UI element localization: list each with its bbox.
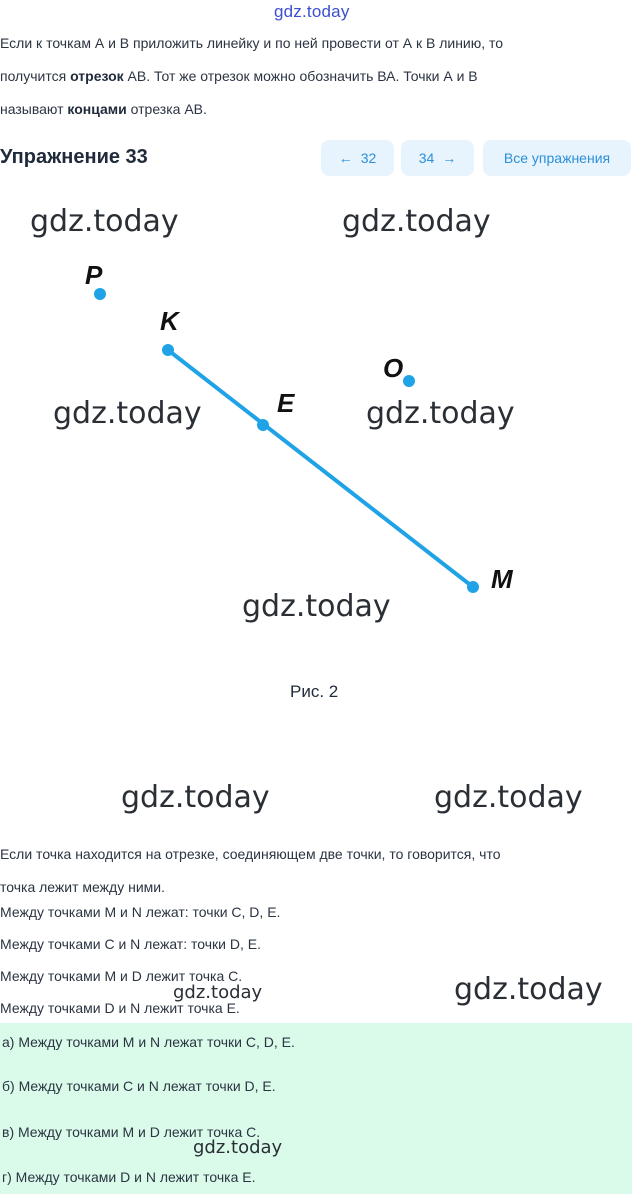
watermark: gdz.today <box>434 780 583 815</box>
label-k: K <box>160 306 179 336</box>
watermark: gdz.today <box>121 780 270 815</box>
prev-exercise-label: 32 <box>360 150 377 166</box>
explanation-item: Между точками M и N лежат: точки С, D, E. <box>0 904 281 920</box>
arrow-left-icon: ← <box>338 150 353 166</box>
all-exercises-button[interactable]: Все упражнения <box>483 140 631 176</box>
exercise-title: Упражнение 33 <box>0 146 148 168</box>
segment-km <box>168 350 473 587</box>
point-m <box>467 581 479 593</box>
label-p: P <box>85 260 103 290</box>
answer-item: г) Между точками D и N лежит точка E. <box>2 1169 256 1185</box>
next-exercise-button[interactable] <box>401 140 474 176</box>
intro-line-1: Если к точкам А и В приложить линейку и по ней провести от А к В линию, то <box>0 35 504 51</box>
label-e: E <box>277 388 295 418</box>
watermark: gdz.today <box>242 589 391 624</box>
explanation-item: Между точками D и N лежит точка E. <box>0 1000 240 1016</box>
answer-item: а) Между точками M и N лежат точки С, D, E. <box>2 1034 295 1050</box>
label-m: M <box>491 564 513 594</box>
watermark: gdz.today <box>53 396 202 431</box>
answer-item: в) Между точками M и D лежит точка С. <box>2 1124 261 1140</box>
label-o: O <box>383 353 404 383</box>
watermark: gdz.today <box>193 1137 283 1158</box>
watermark: gdz.today <box>342 204 491 239</box>
prev-exercise-button[interactable] <box>321 140 394 176</box>
intro-text: отрезка АВ. <box>126 101 207 117</box>
next-exercise-label: 34 <box>418 150 435 166</box>
point-o <box>403 375 415 387</box>
intro-text: получится <box>0 68 71 84</box>
watermark: gdz.today <box>366 396 515 431</box>
explanation-line-1: Если точка находится на отрезке, соединяющем две точки, то говорится, что <box>0 846 501 862</box>
top-watermark: gdz.today <box>274 2 350 21</box>
figure-caption: Рис. 2 <box>290 682 339 701</box>
answer-item: б) Между точками С и N лежат точки D, E. <box>2 1078 276 1094</box>
term-ends: концами <box>67 101 127 117</box>
watermark: gdz.today <box>173 982 263 1003</box>
watermark: gdz.today <box>30 204 179 239</box>
point-e <box>257 419 269 431</box>
intro-line-2 <box>0 68 478 85</box>
explanation-item: Между точками С и N лежат: точки D, E. <box>0 936 261 952</box>
intro-text: называют <box>0 101 68 117</box>
point-k <box>162 344 174 356</box>
arrow-right-icon: → <box>442 150 457 166</box>
explanation-item: Между точками M и D лежит точка С. <box>0 968 243 984</box>
explanation-line-2: точка лежит между ними. <box>0 879 165 895</box>
intro-line-3 <box>0 101 207 118</box>
intro-text: АВ. Тот же отрезок можно обозначить ВА. Точки А и В <box>123 68 478 84</box>
watermark: gdz.today <box>454 972 603 1007</box>
term-segment: отрезок <box>70 68 124 84</box>
